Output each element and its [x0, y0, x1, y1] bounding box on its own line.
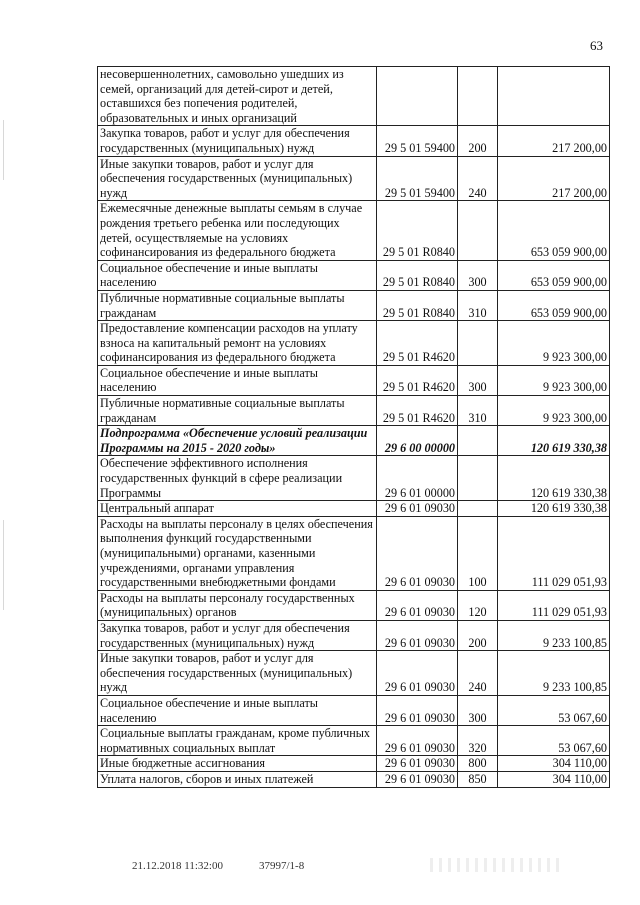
- table-row: [98, 260, 610, 290]
- row-name: Социальные выплаты гражданам, кроме публичных нормативных социальных выплат: [98, 726, 377, 756]
- row-kind: 200: [458, 620, 498, 650]
- row-kind: [458, 501, 498, 517]
- row-code: 29 6 01 09030: [377, 726, 458, 756]
- row-amount: [498, 67, 610, 126]
- table-row: [98, 126, 610, 156]
- row-kind: 300: [458, 260, 498, 290]
- table-row: [98, 590, 610, 620]
- row-name: Центральный аппарат: [98, 501, 377, 517]
- row-kind: 200: [458, 126, 498, 156]
- row-code: 29 5 01 59400: [377, 126, 458, 156]
- row-code: 29 5 01 R0840: [377, 260, 458, 290]
- row-kind: [458, 201, 498, 260]
- row-code: 29 6 01 09030: [377, 501, 458, 517]
- row-kind: 800: [458, 756, 498, 772]
- row-amount: 217 200,00: [498, 156, 610, 201]
- row-amount: 9 923 300,00: [498, 396, 610, 426]
- row-amount: 9 233 100,85: [498, 620, 610, 650]
- row-kind: [458, 426, 498, 456]
- row-name: Публичные нормативные социальные выплаты гражданам: [98, 290, 377, 320]
- margin-scan-mark: [3, 520, 4, 610]
- row-amount: 53 067,60: [498, 726, 610, 756]
- row-amount: 120 619 330,38: [498, 501, 610, 517]
- row-kind: [458, 321, 498, 366]
- row-name: Публичные нормативные социальные выплаты гражданам: [98, 396, 377, 426]
- row-name: Ежемесячные денежные выплаты семьям в случае рождения третьего ребенка или последующих детей, осуществляемые на условиях софинансирования из федерального бюджета: [98, 201, 377, 260]
- row-kind: 850: [458, 771, 498, 787]
- row-amount: 653 059 900,00: [498, 290, 610, 320]
- row-amount: 9 233 100,85: [498, 651, 610, 696]
- row-code: 29 6 01 09030: [377, 771, 458, 787]
- row-name: Социальное обеспечение и иные выплаты населению: [98, 365, 377, 395]
- row-name: Расходы на выплаты персоналу в целях обеспечения выполнения функций государственными (муниципальными) органами, казенными учреждениями, органами управления государственными внебюджетными фондами: [98, 516, 377, 590]
- row-kind: 100: [458, 516, 498, 590]
- row-code: 29 6 00 00000: [377, 426, 458, 456]
- row-name: Иные бюджетные ассигнования: [98, 756, 377, 772]
- row-kind: 300: [458, 695, 498, 725]
- row-name: Обеспечение эффективного исполнения государственных функций в сфере реализации Программы: [98, 456, 377, 501]
- row-amount: 653 059 900,00: [498, 201, 610, 260]
- row-name: Социальное обеспечение и иные выплаты населению: [98, 695, 377, 725]
- table-row: [98, 726, 610, 756]
- row-code: 29 5 01 R0840: [377, 290, 458, 320]
- table-row: [98, 396, 610, 426]
- row-amount: 304 110,00: [498, 771, 610, 787]
- footer-doc-id: 37997/1-8: [259, 860, 305, 872]
- row-name: Иные закупки товаров, работ и услуг для обеспечения государственных (муниципальных) нужд: [98, 156, 377, 201]
- row-kind: 120: [458, 590, 498, 620]
- row-amount: 9 923 300,00: [498, 365, 610, 395]
- scan-artifact: [430, 858, 560, 872]
- subprogram-row: [98, 426, 610, 456]
- row-name: Закупка товаров, работ и услуг для обеспечения государственных (муниципальных) нужд: [98, 620, 377, 650]
- row-kind: 310: [458, 396, 498, 426]
- table-row: [98, 501, 610, 517]
- row-code: 29 5 01 59400: [377, 156, 458, 201]
- table-row: [98, 67, 610, 126]
- row-amount: 120 619 330,38: [498, 426, 610, 456]
- row-amount: 53 067,60: [498, 695, 610, 725]
- table-row: [98, 516, 610, 590]
- row-name: несовершеннолетних, самовольно ушедших из семей, организаций для детей-сирот и детей, оставшихся без попечения родителей, образовательных и иных организаций: [98, 67, 377, 126]
- row-code: 29 6 01 09030: [377, 620, 458, 650]
- table-row: [98, 201, 610, 260]
- row-code: 29 6 01 09030: [377, 516, 458, 590]
- row-kind: 310: [458, 290, 498, 320]
- table-row: [98, 771, 610, 787]
- row-name: Социальное обеспечение и иные выплаты населению: [98, 260, 377, 290]
- row-kind: 320: [458, 726, 498, 756]
- table-row: [98, 456, 610, 501]
- row-name: Закупка товаров, работ и услуг для обеспечения государственных (муниципальных) нужд: [98, 126, 377, 156]
- row-kind: 300: [458, 365, 498, 395]
- row-amount: 304 110,00: [498, 756, 610, 772]
- row-code: 29 6 01 09030: [377, 590, 458, 620]
- row-code: 29 6 01 00000: [377, 456, 458, 501]
- table-row: [98, 756, 610, 772]
- table-row: [98, 290, 610, 320]
- table-row: [98, 620, 610, 650]
- row-code: [377, 67, 458, 126]
- row-amount: 120 619 330,38: [498, 456, 610, 501]
- row-kind: 240: [458, 651, 498, 696]
- row-code: 29 6 01 09030: [377, 651, 458, 696]
- row-amount: 9 923 300,00: [498, 321, 610, 366]
- row-kind: [458, 67, 498, 126]
- table-row: [98, 651, 610, 696]
- row-amount: 111 029 051,93: [498, 590, 610, 620]
- row-name: Уплата налогов, сборов и иных платежей: [98, 771, 377, 787]
- row-code: 29 5 01 R4620: [377, 365, 458, 395]
- table-row: [98, 695, 610, 725]
- row-amount: 653 059 900,00: [498, 260, 610, 290]
- row-name: Подпрограмма «Обеспечение условий реализации Программы на 2015 - 2020 годы»: [98, 426, 377, 456]
- row-code: 29 6 01 09030: [377, 695, 458, 725]
- row-name: Расходы на выплаты персоналу государственных (муниципальных) органов: [98, 590, 377, 620]
- row-name: Иные закупки товаров, работ и услуг для обеспечения государственных (муниципальных) нужд: [98, 651, 377, 696]
- margin-scan-mark: [3, 120, 4, 180]
- table-row: [98, 156, 610, 201]
- footer-datetime: 21.12.2018 11:32:00: [132, 860, 223, 872]
- row-kind: 240: [458, 156, 498, 201]
- row-name: Предоставление компенсации расходов на уплату взноса на капитальный ремонт на условиях софинансирования из федерального бюджета: [98, 321, 377, 366]
- row-code: 29 6 01 09030: [377, 756, 458, 772]
- page-number: 63: [590, 38, 603, 53]
- row-kind: [458, 456, 498, 501]
- row-code: 29 5 01 R0840: [377, 201, 458, 260]
- row-code: 29 5 01 R4620: [377, 321, 458, 366]
- table-row: [98, 365, 610, 395]
- row-amount: 111 029 051,93: [498, 516, 610, 590]
- row-amount: 217 200,00: [498, 126, 610, 156]
- budget-table: [97, 66, 610, 788]
- table-row: [98, 321, 610, 366]
- row-code: 29 5 01 R4620: [377, 396, 458, 426]
